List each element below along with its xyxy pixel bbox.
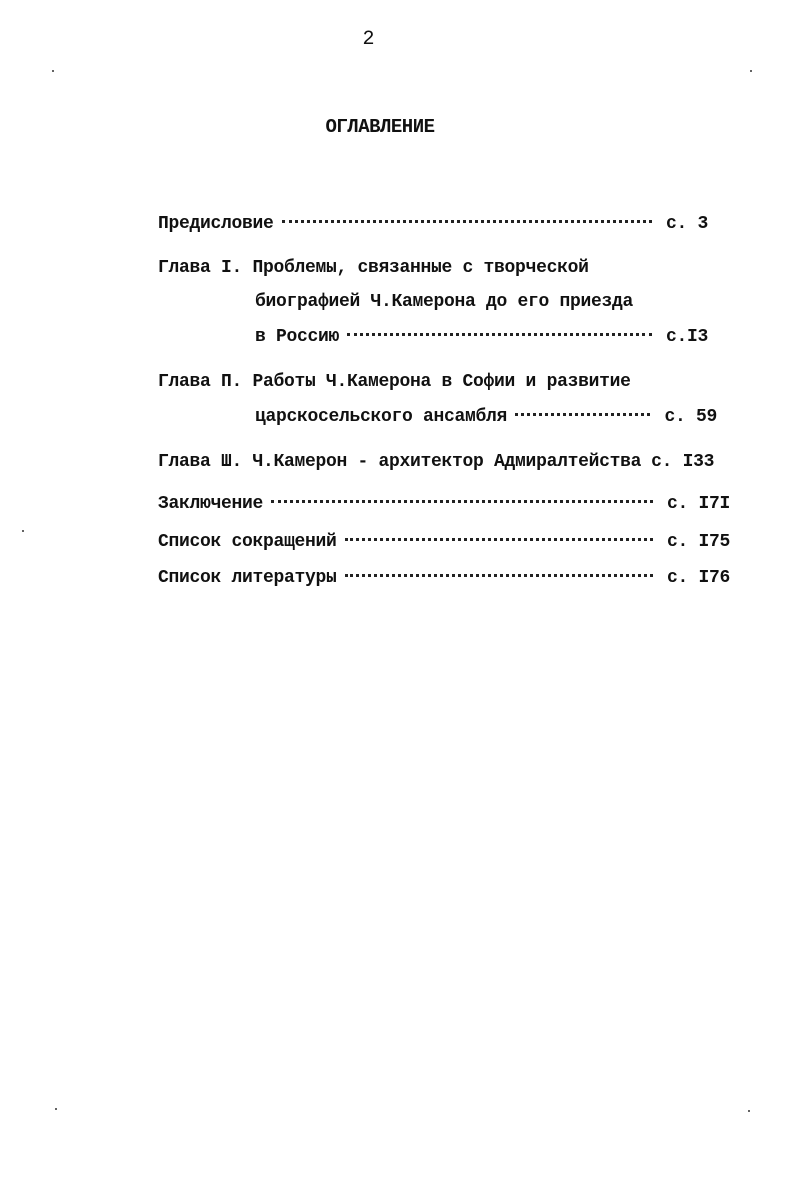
toc-entry-label: Список сокращений	[158, 532, 337, 552]
toc-entry-label: Список литературы	[158, 568, 337, 588]
scan-speck	[750, 70, 752, 72]
toc-entry-page: с. 3	[665, 214, 708, 234]
toc-entry-chapter2[interactable]	[255, 407, 717, 427]
scan-speck	[22, 530, 24, 532]
toc-entry-label: Глава Ш. Ч.Камерон - архитектор Адмиралтейства	[158, 452, 642, 472]
dot-leader	[515, 413, 650, 416]
scan-speck	[748, 1110, 750, 1112]
toc-entry-page: с. I33	[651, 452, 715, 472]
toc-entry-label: царскосельского ансамбля	[255, 407, 508, 427]
toc-entry-page: с. 59	[664, 407, 717, 427]
dot-leader	[282, 220, 652, 223]
toc-entry-page: с. I7I	[666, 494, 730, 514]
dot-leader	[345, 574, 653, 577]
toc-entry-chapter1-line2[interactable]: биографией Ч.Камерона до его приезда	[255, 292, 634, 312]
toc-entry-chapter1[interactable]	[255, 327, 708, 347]
toc-entry-conclusion[interactable]	[158, 494, 730, 514]
toc-entry-chapter2-line1[interactable]: Глава П. Работы Ч.Камерона в Софии и развитие	[158, 372, 631, 392]
toc-entry-chapter3[interactable]	[158, 452, 730, 472]
toc-entry-label: Предисловие	[158, 214, 274, 234]
toc-entry-label: в Россию	[255, 327, 340, 347]
page-number: 2	[362, 28, 375, 51]
dot-leader	[271, 500, 653, 503]
toc-entry-page: с. I75	[666, 532, 730, 552]
toc-entry-label: Заключение	[158, 494, 264, 514]
toc-entry-page: с. I76	[666, 568, 730, 588]
toc-entry-page: с.I3	[665, 327, 708, 347]
toc-entry-abbreviations[interactable]	[158, 532, 730, 552]
toc-entry-preface[interactable]	[158, 214, 708, 234]
scan-speck	[52, 70, 54, 72]
toc-entry-chapter1-line1[interactable]: Глава I. Проблемы, связанные с творческой	[158, 258, 589, 278]
toc-heading: ОГЛАВЛЕНИЕ	[325, 116, 435, 138]
toc-entry-literature[interactable]	[158, 568, 730, 588]
dot-leader	[347, 333, 652, 336]
dot-leader	[345, 538, 653, 541]
scan-speck	[55, 1108, 57, 1110]
